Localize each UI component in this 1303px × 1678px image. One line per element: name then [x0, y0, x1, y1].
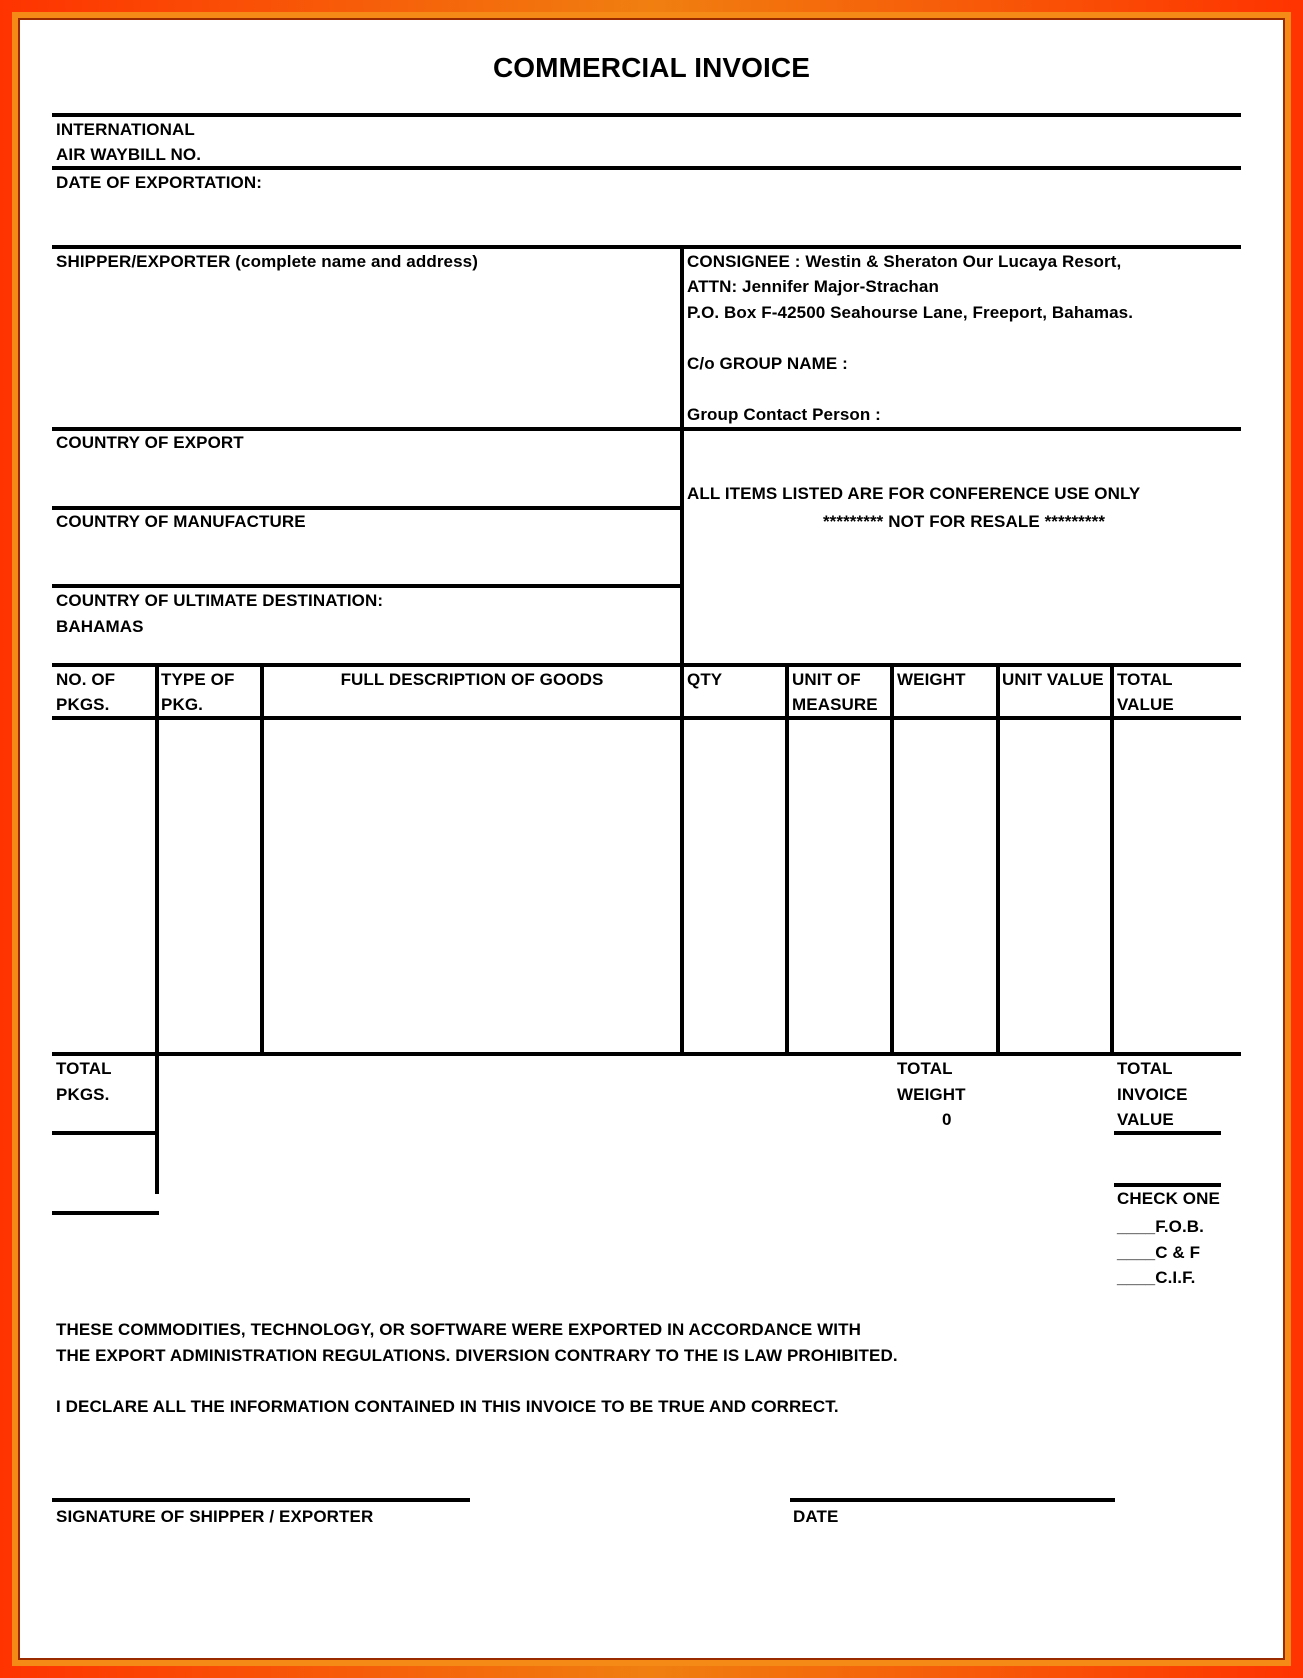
consignee-line3: P.O. Box F-42500 Seahourse Lane, Freeport, Bahamas.: [687, 303, 1134, 322]
total-pkgs-label-2: PKGS.: [56, 1085, 110, 1104]
total-weight-label-2: WEIGHT: [897, 1085, 966, 1104]
check-option-cf[interactable]: ____C & F: [1117, 1243, 1201, 1262]
consignee-line1: CONSIGNEE : Westin & Sheraton Our Lucaya Resort,: [687, 252, 1122, 271]
header-no-pkgs-2: PKGS.: [56, 695, 110, 714]
header-type-pkg-1: TYPE OF: [161, 670, 235, 689]
col-divider-5: [890, 663, 894, 1056]
col-divider-7: [1110, 663, 1114, 1056]
header-type-pkg-2: PKG.: [161, 695, 203, 714]
rule-destination-top: [52, 584, 684, 588]
declaration-statement: I DECLARE ALL THE INFORMATION CONTAINED IN THIS INVOICE TO BE TRUE AND CORRECT.: [56, 1397, 839, 1416]
rule-top: [52, 113, 1241, 117]
rule-awb: [52, 166, 1241, 170]
col-divider-3: [680, 663, 684, 1056]
document-title: COMMERCIAL INVOICE: [492, 52, 811, 83]
header-unit-value: UNIT VALUE: [1002, 670, 1104, 689]
col-divider-6: [996, 663, 1000, 1056]
total-pkgs-label-1: TOTAL: [56, 1059, 112, 1078]
col-divider-2: [260, 663, 264, 1056]
date-label: DATE: [793, 1507, 839, 1526]
header-qty: QTY: [687, 670, 723, 689]
date-of-exportation-label: DATE OF EXPORTATION:: [56, 173, 262, 192]
ultimate-destination-value: BAHAMAS: [56, 617, 144, 636]
country-of-manufacture-label: COUNTRY OF MANUFACTURE: [56, 512, 306, 531]
conference-use-notice: ALL ITEMS LISTED ARE FOR CONFERENCE USE ONLY: [687, 484, 1141, 503]
export-statement-line1: THESE COMMODITIES, TECHNOLOGY, OR SOFTWARE WERE EXPORTED IN ACCORDANCE WITH: [56, 1320, 861, 1339]
rule-manufacture-top: [52, 506, 684, 510]
date-line[interactable]: [790, 1498, 1115, 1502]
rule-total-pkgs-bottom: [52, 1211, 159, 1215]
group-name-label: C/o GROUP NAME :: [687, 354, 848, 373]
header-total-value-1: TOTAL: [1117, 670, 1173, 689]
signature-line[interactable]: [52, 1498, 470, 1502]
rule-shipper-top: [52, 245, 1241, 249]
rule-check-one-top: [1114, 1183, 1221, 1187]
group-contact-label: Group Contact Person :: [687, 405, 881, 424]
header-weight: WEIGHT: [897, 670, 966, 689]
rule-export-top: [52, 427, 1241, 431]
header-description: FULL DESCRIPTION OF GOODS: [340, 670, 604, 689]
shipper-label: SHIPPER/EXPORTER (complete name and address): [56, 252, 478, 271]
check-option-fob[interactable]: ____F.O.B.: [1117, 1217, 1204, 1236]
col-divider-1: [155, 663, 159, 1194]
rule-total-invoice-bottom: [1114, 1131, 1221, 1135]
export-statement-line2: THE EXPORT ADMINISTRATION REGULATIONS. DIVERSION CONTRARY TO THE IS LAW PROHIBITED.: [56, 1346, 898, 1365]
check-option-cif[interactable]: ____C.I.F.: [1117, 1268, 1196, 1287]
header-uom-1: UNIT OF: [792, 670, 861, 689]
col-divider-4: [785, 663, 789, 1056]
check-one-label: CHECK ONE: [1117, 1189, 1220, 1208]
header-total-value-2: VALUE: [1117, 695, 1174, 714]
header-uom-2: MEASURE: [792, 695, 878, 714]
country-of-export-label: COUNTRY OF EXPORT: [56, 433, 244, 452]
total-invoice-label-2: INVOICE: [1117, 1085, 1188, 1104]
header-no-pkgs-1: NO. OF: [56, 670, 116, 689]
rule-center-vertical: [680, 245, 684, 667]
total-invoice-label-3: VALUE: [1117, 1110, 1174, 1129]
ultimate-destination-label: COUNTRY OF ULTIMATE DESTINATION:: [56, 591, 384, 610]
rule-table-bottom: [52, 1052, 1241, 1056]
rule-table-top: [52, 663, 1241, 667]
invoice-document: [20, 20, 1283, 1658]
signature-label: SIGNATURE OF SHIPPER / EXPORTER: [56, 1507, 374, 1526]
rule-total-pkgs-mid: [52, 1131, 159, 1135]
consignee-line2: ATTN: Jennifer Major-Strachan: [687, 277, 939, 296]
total-weight-value: 0: [942, 1110, 952, 1129]
awb-label-line2: AIR WAYBILL NO.: [56, 145, 202, 164]
awb-label-line1: INTERNATIONAL: [56, 120, 195, 139]
total-invoice-label-1: TOTAL: [1117, 1059, 1173, 1078]
total-weight-label-1: TOTAL: [897, 1059, 953, 1078]
not-for-resale-notice: ********* NOT FOR RESALE *********: [822, 512, 1106, 531]
rule-table-header-bottom: [52, 716, 1241, 720]
